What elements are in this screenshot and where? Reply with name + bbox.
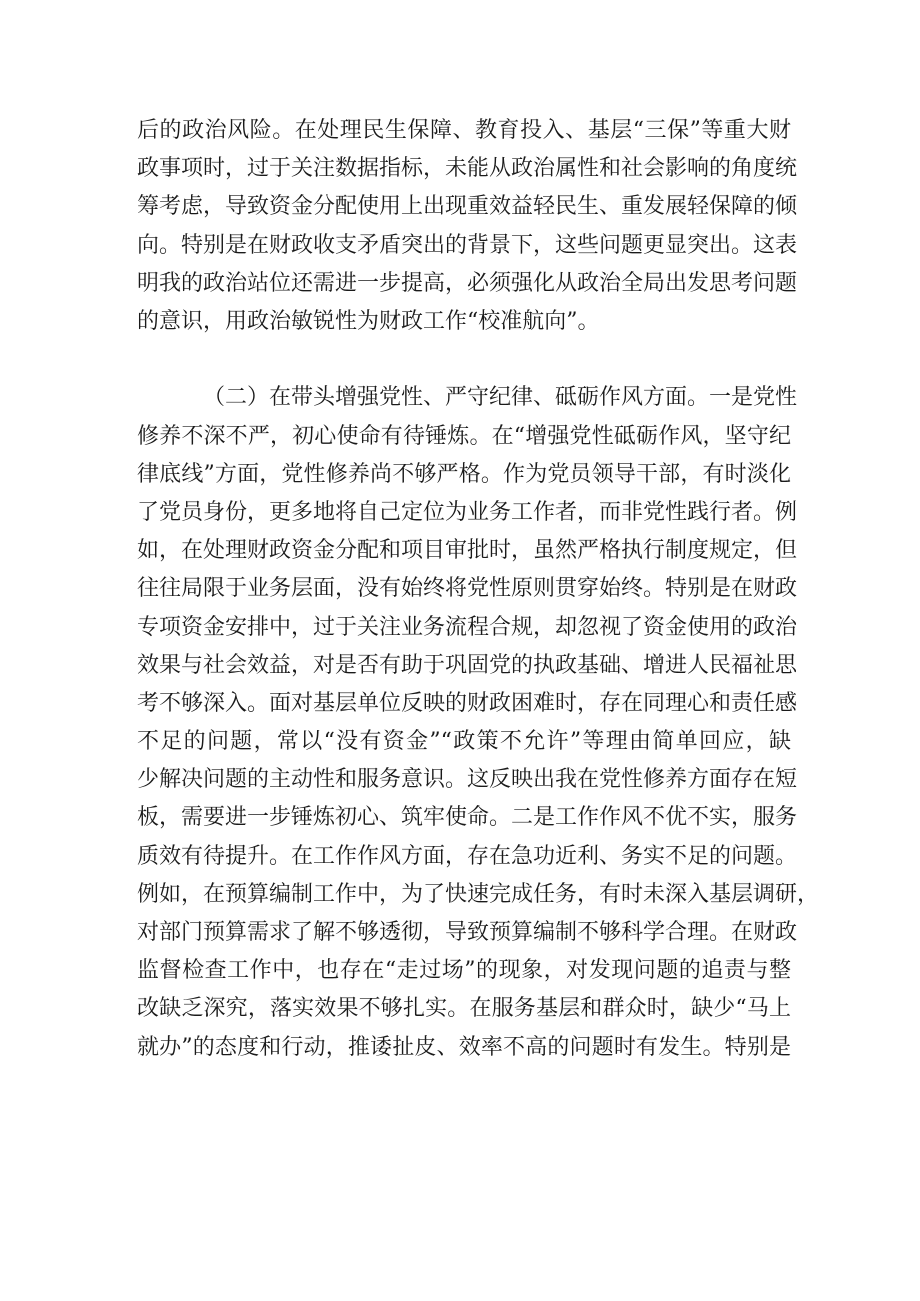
text-line: 政事项时，过于关注数据指标，未能从政治属性和社会影响的角度统 [137, 156, 798, 182]
text-line: 对部门预算需求了解不够透彻，导致预算编制不够科学合理。在财政 [137, 920, 798, 946]
section-heading-line: （二）在带头增强党性、严守纪律、砥砺作风方面。一是党性 [203, 385, 798, 411]
text-line: 筹考虑，导致资金分配使用上出现重效益轻民生、重发展轻保障的倾 [137, 194, 798, 220]
text-line: 的意识，用政治敏锐性为财政工作“校准航向”。 [137, 308, 600, 334]
text-line: 不足的问题，常以“没有资金”“政策不允许”等理由简单回应，缺 [137, 729, 791, 755]
text-line: 效果与社会效益，对是否有助于巩固党的执政基础、增进人民福祉思 [137, 652, 798, 678]
text-line: 后的政治风险。在处理民生保障、教育投入、基层“三保”等重大财 [137, 118, 791, 143]
text-line: 改缺乏深究，落实效果不够扎实。在服务基层和群众时，缺少“马上 [137, 996, 791, 1022]
text-line: 质效有待提升。在工作作风方面，存在急功近利、务实不足的问题。 [137, 843, 798, 869]
paragraph-party-spirit [137, 379, 820, 1066]
text-line: 监督检查工作中，也存在“走过场”的现象，对发现问题的追责与整 [137, 958, 791, 984]
text-line: 了党员身份，更多地将自己定位为业务工作者，而非党性践行者。例 [137, 499, 798, 525]
text-line: 例如，在预算编制工作中，为了快速完成任务，有时未深入基层调研， [137, 881, 820, 907]
paragraph-political-risk [137, 112, 798, 341]
text-line: 就办”的态度和行动，推诿扯皮、效率不高的问题时有发生。特别是 [137, 1034, 791, 1060]
text-line: 考不够深入。面对基层单位反映的财政困难时，存在同理心和责任感 [137, 690, 798, 716]
text-line: 少解决问题的主动性和服务意识。这反映出我在党性修养方面存在短 [137, 767, 798, 793]
text-line: 往往局限于业务层面，没有始终将党性原则贯穿始终。特别是在财政 [137, 576, 798, 602]
text-line: 如，在处理财政资金分配和项目审批时，虽然严格执行制度规定，但 [137, 538, 798, 564]
text-line: 明我的政治站位还需进一步提高，必须强化从政治全局出发思考问题 [137, 270, 798, 296]
text-line: 修养不深不严，初心使命有待锤炼。在“增强党性砥砺作风，坚守纪 [137, 423, 791, 449]
text-line: 律底线”方面，党性修养尚不够严格。作为党员领导干部，有时淡化 [137, 461, 791, 487]
text-line: 专项资金安排中，过于关注业务流程合规，却忽视了资金使用的政治 [137, 614, 798, 640]
text-line: 向。特别是在财政收支矛盾突出的背景下，这些问题更显突出。这表 [137, 232, 798, 258]
text-line: 板，需要进一步锤炼初心、筑牢使命。二是工作作风不优不实，服务 [137, 805, 798, 831]
